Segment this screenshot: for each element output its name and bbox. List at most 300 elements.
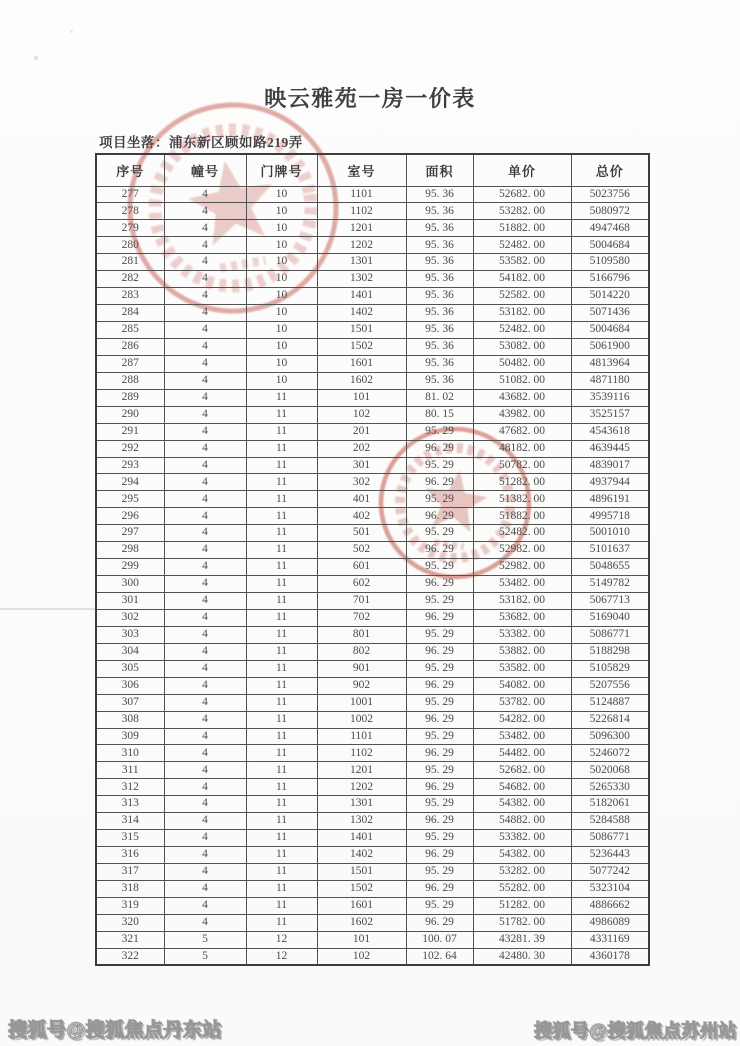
table-cell: 4	[164, 254, 246, 271]
table-cell: 96. 29	[406, 643, 473, 660]
table-cell: 4	[164, 406, 246, 423]
table-cell: 42480. 30	[473, 948, 571, 965]
table-cell: 96. 29	[406, 542, 473, 559]
table-cell: 5	[164, 931, 246, 948]
table-cell: 4	[164, 525, 246, 542]
table-cell: 5149782	[571, 576, 649, 593]
table-cell: 11	[246, 491, 317, 508]
table-cell: 293	[96, 457, 164, 474]
table-cell: 278	[96, 203, 164, 220]
table-row	[96, 322, 649, 339]
price-list-table	[95, 153, 650, 966]
table-cell: 53882. 00	[473, 643, 571, 660]
table-cell: 12	[246, 931, 317, 948]
table-cell: 54382. 00	[473, 796, 571, 813]
table-cell: 4937944	[571, 474, 649, 491]
table-cell: 52982. 00	[473, 542, 571, 559]
table-cell: 1002	[317, 711, 406, 728]
table-cell: 319	[96, 897, 164, 914]
table-cell: 12	[246, 948, 317, 965]
table-cell: 53082. 00	[473, 338, 571, 355]
table-row	[96, 830, 649, 847]
table-row	[96, 508, 649, 525]
table-row	[96, 457, 649, 474]
table-cell: 53482. 00	[473, 576, 571, 593]
table-cell: 51282. 00	[473, 897, 571, 914]
table-cell: 4	[164, 474, 246, 491]
table-row	[96, 271, 649, 288]
table-row	[96, 474, 649, 491]
table-cell: 318	[96, 880, 164, 897]
table-cell: 11	[246, 711, 317, 728]
table-row	[96, 677, 649, 694]
table-cell: 280	[96, 237, 164, 254]
table-cell: 96. 29	[406, 576, 473, 593]
table-cell: 298	[96, 542, 164, 559]
table-cell: 5067713	[571, 593, 649, 610]
table-row	[96, 389, 649, 406]
table-cell: 54182. 00	[473, 271, 571, 288]
scan-speck	[34, 56, 38, 60]
table-cell: 11	[246, 762, 317, 779]
table-row	[96, 779, 649, 796]
table-row	[96, 864, 649, 881]
table-cell: 201	[317, 423, 406, 440]
table-cell: 4	[164, 914, 246, 931]
table-row	[96, 305, 649, 322]
table-cell: 43281. 39	[473, 931, 571, 948]
table-cell: 802	[317, 643, 406, 660]
table-row	[96, 796, 649, 813]
table-cell: 1301	[317, 254, 406, 271]
table-cell: 4813964	[571, 355, 649, 372]
table-cell: 48182. 00	[473, 440, 571, 457]
table-cell: 11	[246, 576, 317, 593]
table-cell: 54282. 00	[473, 711, 571, 728]
table-cell: 95. 29	[406, 864, 473, 881]
table-cell: 5207556	[571, 677, 649, 694]
table-cell: 283	[96, 288, 164, 305]
table-row	[96, 711, 649, 728]
table-cell: 1402	[317, 305, 406, 322]
table-cell: 5014220	[571, 288, 649, 305]
table-cell: 11	[246, 406, 317, 423]
table-cell: 4	[164, 372, 246, 389]
table-cell: 5086771	[571, 626, 649, 643]
table-row	[96, 728, 649, 745]
table-cell: 313	[96, 796, 164, 813]
table-cell: 402	[317, 508, 406, 525]
table-cell: 4	[164, 271, 246, 288]
table-cell: 1102	[317, 203, 406, 220]
table-row	[96, 931, 649, 948]
table-cell: 5236443	[571, 847, 649, 864]
table-cell: 1602	[317, 914, 406, 931]
table-cell: 11	[246, 897, 317, 914]
table-cell: 4839017	[571, 457, 649, 474]
table-cell: 102	[317, 406, 406, 423]
table-cell: 5226814	[571, 711, 649, 728]
table-cell: 95. 36	[406, 254, 473, 271]
table-cell: 101	[317, 931, 406, 948]
table-cell: 55282. 00	[473, 880, 571, 897]
table-cell: 702	[317, 609, 406, 626]
table-cell: 4331169	[571, 931, 649, 948]
table-cell: 11	[246, 508, 317, 525]
table-cell: 4	[164, 457, 246, 474]
table-cell: 96. 29	[406, 474, 473, 491]
table-cell: 4	[164, 864, 246, 881]
table-cell: 52582. 00	[473, 288, 571, 305]
table-cell: 11	[246, 474, 317, 491]
table-cell: 1101	[317, 728, 406, 745]
table-cell: 4	[164, 660, 246, 677]
table-cell: 1602	[317, 372, 406, 389]
table-cell: 11	[246, 694, 317, 711]
table-cell: 1502	[317, 338, 406, 355]
table-cell: 317	[96, 864, 164, 881]
table-cell: 80. 15	[406, 406, 473, 423]
table-row	[96, 355, 649, 372]
table-cell: 309	[96, 728, 164, 745]
table-cell: 501	[317, 525, 406, 542]
table-cell: 4	[164, 897, 246, 914]
table-cell: 305	[96, 660, 164, 677]
table-cell: 10	[246, 203, 317, 220]
table-cell: 11	[246, 609, 317, 626]
table-row	[96, 288, 649, 305]
table-cell: 52482. 00	[473, 322, 571, 339]
table-cell: 4	[164, 203, 246, 220]
table-cell: 53482. 00	[473, 728, 571, 745]
table-cell: 11	[246, 796, 317, 813]
table-cell: 10	[246, 254, 317, 271]
table-cell: 52682. 00	[473, 762, 571, 779]
table-cell: 10	[246, 220, 317, 237]
table-cell: 701	[317, 593, 406, 610]
table-cell: 95. 36	[406, 305, 473, 322]
table-row	[96, 813, 649, 830]
table-cell: 53582. 00	[473, 254, 571, 271]
table-cell: 50782. 00	[473, 457, 571, 474]
table-row	[96, 626, 649, 643]
table-cell: 96. 29	[406, 440, 473, 457]
table-cell: 320	[96, 914, 164, 931]
table-cell: 4360178	[571, 948, 649, 965]
table-cell: 4	[164, 711, 246, 728]
table-cell: 4	[164, 288, 246, 305]
table-cell: 51382. 00	[473, 491, 571, 508]
table-cell: 4639445	[571, 440, 649, 457]
table-row	[96, 576, 649, 593]
table-cell: 96. 29	[406, 847, 473, 864]
table-cell: 95. 29	[406, 660, 473, 677]
table-cell: 4	[164, 491, 246, 508]
table-cell: 284	[96, 305, 164, 322]
table-cell: 96. 29	[406, 880, 473, 897]
table-cell: 4	[164, 796, 246, 813]
table-row	[96, 559, 649, 576]
table-cell: 4543618	[571, 423, 649, 440]
table-cell: 601	[317, 559, 406, 576]
table-cell: 4	[164, 677, 246, 694]
table-cell: 297	[96, 525, 164, 542]
table-cell: 4871180	[571, 372, 649, 389]
table-cell: 289	[96, 389, 164, 406]
table-cell: 54082. 00	[473, 677, 571, 694]
table-cell: 95. 29	[406, 728, 473, 745]
table-cell: 401	[317, 491, 406, 508]
table-cell: 11	[246, 389, 317, 406]
table-cell: 4	[164, 338, 246, 355]
table-cell: 286	[96, 338, 164, 355]
table-cell: 95. 36	[406, 288, 473, 305]
table-cell: 53282. 00	[473, 864, 571, 881]
table-row	[96, 525, 649, 542]
table-cell: 294	[96, 474, 164, 491]
table-cell: 53182. 00	[473, 305, 571, 322]
table-cell: 95. 29	[406, 491, 473, 508]
table-cell: 5080972	[571, 203, 649, 220]
table-cell: 4	[164, 626, 246, 643]
table-cell: 5101637	[571, 542, 649, 559]
table-cell: 4	[164, 423, 246, 440]
table-row	[96, 372, 649, 389]
table-cell: 11	[246, 423, 317, 440]
table-cell: 295	[96, 491, 164, 508]
table-cell: 10	[246, 237, 317, 254]
table-cell: 1402	[317, 847, 406, 864]
table-cell: 11	[246, 847, 317, 864]
table-cell: 302	[317, 474, 406, 491]
table-row	[96, 897, 649, 914]
table-cell: 102	[317, 948, 406, 965]
table-cell: 5020068	[571, 762, 649, 779]
table-cell: 306	[96, 677, 164, 694]
table-cell: 11	[246, 626, 317, 643]
table-row	[96, 237, 649, 254]
table-cell: 54482. 00	[473, 745, 571, 762]
table-cell: 5246072	[571, 745, 649, 762]
table-cell: 902	[317, 677, 406, 694]
table-row	[96, 762, 649, 779]
table-cell: 288	[96, 372, 164, 389]
table-cell: 290	[96, 406, 164, 423]
table-cell: 4986089	[571, 914, 649, 931]
table-cell: 4	[164, 847, 246, 864]
table-cell: 4	[164, 880, 246, 897]
table-cell: 287	[96, 355, 164, 372]
table-cell: 1302	[317, 813, 406, 830]
table-cell: 95. 36	[406, 338, 473, 355]
table-cell: 96. 29	[406, 508, 473, 525]
table-cell: 4	[164, 305, 246, 322]
table-cell: 4	[164, 542, 246, 559]
table-cell: 52682. 00	[473, 186, 571, 203]
table-cell: 5004684	[571, 237, 649, 254]
table-cell: 5284588	[571, 813, 649, 830]
table-cell: 11	[246, 542, 317, 559]
table-cell: 95. 36	[406, 271, 473, 288]
table-row	[96, 880, 649, 897]
table-cell: 281	[96, 254, 164, 271]
table-row	[96, 542, 649, 559]
table-cell: 96. 29	[406, 745, 473, 762]
table-cell: 101	[317, 389, 406, 406]
table-cell: 277	[96, 186, 164, 203]
table-cell: 292	[96, 440, 164, 457]
table-row	[96, 220, 649, 237]
table-cell: 301	[96, 593, 164, 610]
table-cell: 95. 36	[406, 237, 473, 254]
table-cell: 316	[96, 847, 164, 864]
table-cell: 4	[164, 593, 246, 610]
table-cell: 11	[246, 643, 317, 660]
table-cell: 11	[246, 864, 317, 881]
table-cell: 53182. 00	[473, 593, 571, 610]
table-cell: 314	[96, 813, 164, 830]
table-cell: 5323104	[571, 880, 649, 897]
table-cell: 5169040	[571, 609, 649, 626]
table-cell: 5096300	[571, 728, 649, 745]
table-cell: 10	[246, 186, 317, 203]
table-cell: 4	[164, 186, 246, 203]
table-row	[96, 338, 649, 355]
table-cell: 5	[164, 948, 246, 965]
table-row	[96, 643, 649, 660]
table-cell: 95. 29	[406, 525, 473, 542]
column-header: 面积	[406, 154, 473, 186]
table-cell: 5061900	[571, 338, 649, 355]
table-cell: 11	[246, 779, 317, 796]
table-cell: 95. 29	[406, 626, 473, 643]
table-cell: 11	[246, 880, 317, 897]
table-cell: 43682. 00	[473, 389, 571, 406]
column-header: 幢号	[164, 154, 246, 186]
table-cell: 4	[164, 813, 246, 830]
table-cell: 300	[96, 576, 164, 593]
table-cell: 10	[246, 271, 317, 288]
table-cell: 96. 29	[406, 813, 473, 830]
table-cell: 52482. 00	[473, 525, 571, 542]
table-cell: 11	[246, 677, 317, 694]
table-cell: 95. 36	[406, 372, 473, 389]
table-cell: 4	[164, 559, 246, 576]
table-cell: 4	[164, 830, 246, 847]
table-cell: 53282. 00	[473, 203, 571, 220]
table-cell: 311	[96, 762, 164, 779]
table-cell: 11	[246, 745, 317, 762]
table-row	[96, 948, 649, 965]
table-cell: 51882. 00	[473, 508, 571, 525]
table-cell: 4	[164, 694, 246, 711]
table-cell: 5071436	[571, 305, 649, 322]
table-cell: 96. 29	[406, 779, 473, 796]
table-row	[96, 406, 649, 423]
table-cell: 1102	[317, 745, 406, 762]
table-cell: 11	[246, 914, 317, 931]
table-cell: 4	[164, 728, 246, 745]
table-row	[96, 609, 649, 626]
table-row	[96, 694, 649, 711]
table-cell: 11	[246, 593, 317, 610]
table-row	[96, 440, 649, 457]
table-cell: 279	[96, 220, 164, 237]
table-cell: 502	[317, 542, 406, 559]
table-cell: 4	[164, 609, 246, 626]
project-location-label: 项目坐落：浦东新区顾如路219弄	[99, 135, 303, 150]
table-cell: 47682. 00	[473, 423, 571, 440]
table-cell: 1601	[317, 355, 406, 372]
table-cell: 5182061	[571, 796, 649, 813]
table-cell: 95. 29	[406, 897, 473, 914]
table-cell: 302	[96, 609, 164, 626]
table-cell: 1302	[317, 271, 406, 288]
table-row	[96, 423, 649, 440]
table-cell: 52482. 00	[473, 237, 571, 254]
table-cell: 4	[164, 322, 246, 339]
table-cell: 43982. 00	[473, 406, 571, 423]
table-row	[96, 847, 649, 864]
table-cell: 10	[246, 322, 317, 339]
table-cell: 1201	[317, 220, 406, 237]
table-cell: 96. 29	[406, 677, 473, 694]
table-cell: 102. 64	[406, 948, 473, 965]
table-cell: 51282. 00	[473, 474, 571, 491]
table-cell: 1501	[317, 864, 406, 881]
table-cell: 5166796	[571, 271, 649, 288]
table-cell: 3539116	[571, 389, 649, 406]
table-cell: 11	[246, 660, 317, 677]
table-cell: 11	[246, 813, 317, 830]
table-cell: 4947468	[571, 220, 649, 237]
table-cell: 282	[96, 271, 164, 288]
table-cell: 95. 36	[406, 220, 473, 237]
table-cell: 5004684	[571, 322, 649, 339]
table-cell: 5105829	[571, 660, 649, 677]
table-cell: 5077242	[571, 864, 649, 881]
table-cell: 4	[164, 220, 246, 237]
table-cell: 53382. 00	[473, 626, 571, 643]
table-cell: 54682. 00	[473, 779, 571, 796]
table-cell: 4	[164, 440, 246, 457]
table-cell: 54882. 00	[473, 813, 571, 830]
table-cell: 96. 29	[406, 711, 473, 728]
table-cell: 4	[164, 389, 246, 406]
table-cell: 301	[317, 457, 406, 474]
table-row	[96, 593, 649, 610]
column-header: 序号	[96, 154, 164, 186]
table-cell: 315	[96, 830, 164, 847]
column-header: 总价	[571, 154, 649, 186]
table-cell: 51082. 00	[473, 372, 571, 389]
table-cell: 4	[164, 745, 246, 762]
table-cell: 5124887	[571, 694, 649, 711]
column-header: 室号	[317, 154, 406, 186]
table-cell: 4	[164, 779, 246, 796]
table-row	[96, 491, 649, 508]
column-header: 单价	[473, 154, 571, 186]
table-cell: 310	[96, 745, 164, 762]
scan-line-artifact	[0, 608, 96, 610]
table-cell: 285	[96, 322, 164, 339]
table-cell: 10	[246, 305, 317, 322]
table-cell: 321	[96, 931, 164, 948]
table-cell: 50482. 00	[473, 355, 571, 372]
table-row	[96, 660, 649, 677]
watermark-sohu-left: 搜狐号@搜狐焦点丹东站	[8, 1020, 223, 1041]
table-cell: 11	[246, 525, 317, 542]
